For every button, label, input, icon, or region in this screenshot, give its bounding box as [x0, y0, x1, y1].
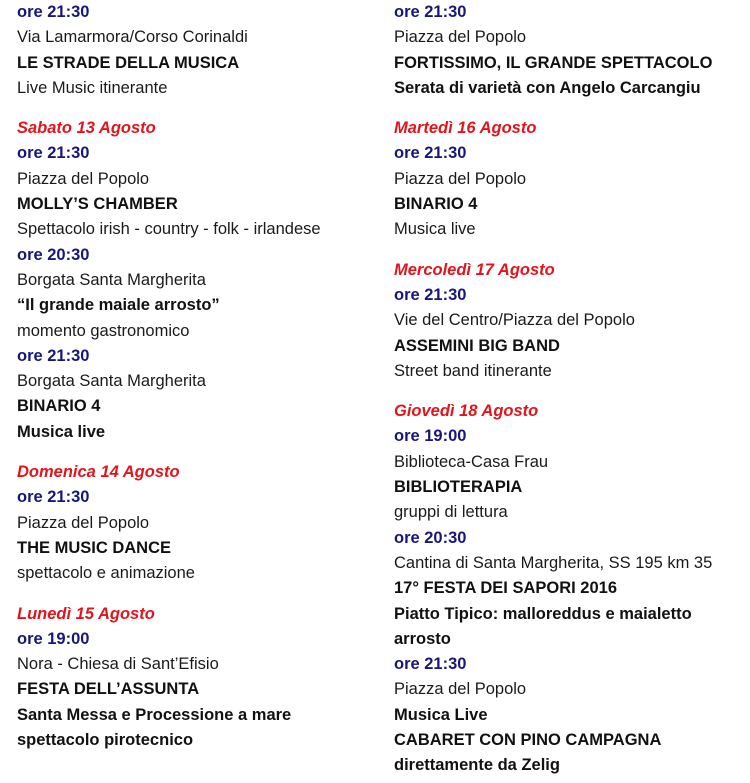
event-title: CABARET CON PINO CAMPAGNA [394, 731, 662, 750]
event-title: BINARIO 4 [17, 397, 101, 416]
event-description: Street band itinerante [394, 361, 552, 380]
event-title: BINARIO 4 [394, 195, 478, 214]
event-place: Nora - Chiesa di Sant’Efisio [17, 655, 219, 674]
event-time: ore 21:30 [394, 3, 467, 21]
event-title: Musica Live [394, 705, 488, 724]
day-heading-giovedi: Giovedì 18 Agosto [394, 402, 539, 421]
event-description: direttamente da Zelig [394, 756, 560, 775]
event-description: Musica live [17, 422, 106, 441]
event-description: gruppi di lettura [394, 503, 508, 522]
event-place: Vie del Centro/Piazza del Popolo [394, 311, 635, 330]
event-description: arrosto [394, 629, 451, 648]
day-heading-domenica: Domenica 14 Agosto [17, 463, 180, 482]
event-place: Borgata Santa Margherita [17, 270, 206, 289]
event-title: ASSEMINI BIG BAND [394, 336, 560, 355]
event-description: Serata di varietà con Angelo Carcangiu [394, 78, 701, 97]
event-place: Cantina di Santa Margherita, SS 195 km 35 [394, 553, 713, 572]
event-time: ore 19:00 [17, 629, 90, 648]
event-place: Biblioteca-Casa Frau [394, 452, 549, 471]
event-time: ore 21:30 [17, 488, 90, 507]
event-title: FESTA DELL’ASSUNTA [17, 680, 200, 699]
event-time: ore 21:30 [17, 3, 90, 21]
event-title: THE MUSIC DANCE [17, 538, 172, 557]
event-description: spettacolo e animazione [17, 564, 195, 583]
event-title: “Il grande maiale arrosto” [17, 296, 220, 315]
event-description: momento gastronomico [17, 321, 190, 340]
event-time: ore 21:30 [394, 285, 467, 304]
left-column [17, 0, 377, 753]
right-column [394, 0, 750, 779]
event-description: Musica live [394, 220, 476, 239]
event-title: 17° FESTA DEI SAPORI 2016 [394, 579, 618, 598]
event-time: ore 19:00 [394, 427, 467, 446]
event-description: Live Music itinerante [17, 78, 168, 97]
event-description: spettacolo pirotecnico [17, 731, 194, 750]
day-heading-sabato: Sabato 13 Agosto [17, 119, 156, 138]
event-description: Piatto Tipico: malloreddus e maialetto [394, 604, 692, 623]
event-time: ore 21:30 [17, 144, 90, 163]
event-place: Piazza del Popolo [17, 169, 150, 188]
day-heading-mercoledi: Mercoledì 17 Agosto [394, 260, 555, 279]
day-heading-lunedi: Lunedì 15 Agosto [17, 604, 155, 623]
event-place: Borgata Santa Margherita [17, 372, 206, 391]
event-title: BIBLIOTERAPIA [394, 478, 523, 497]
event-title: MOLLY’S CHAMBER [17, 195, 178, 214]
day-heading-martedi: Martedì 16 Agosto [394, 119, 537, 138]
event-time: ore 20:30 [394, 528, 467, 547]
event-place: Piazza del Popolo [394, 680, 527, 699]
event-title: FORTISSIMO, IL GRANDE SPETTACOLO [394, 53, 713, 72]
event-time: ore 21:30 [394, 144, 467, 163]
event-description: Spettacolo irish - country - folk - irlandese [17, 220, 321, 239]
event-description: Santa Messa e Processione a mare [17, 705, 292, 724]
event-place: Piazza del Popolo [17, 513, 150, 532]
event-time: ore 21:30 [394, 655, 467, 674]
event-time: ore 21:30 [17, 346, 90, 365]
event-time: ore 20:30 [17, 245, 90, 264]
event-place: Via Lamarmora/Corso Corinaldi [17, 28, 248, 47]
event-title: LE STRADE DELLA MUSICA [17, 53, 240, 72]
event-place: Piazza del Popolo [394, 169, 527, 188]
event-place: Piazza del Popolo [394, 28, 527, 47]
